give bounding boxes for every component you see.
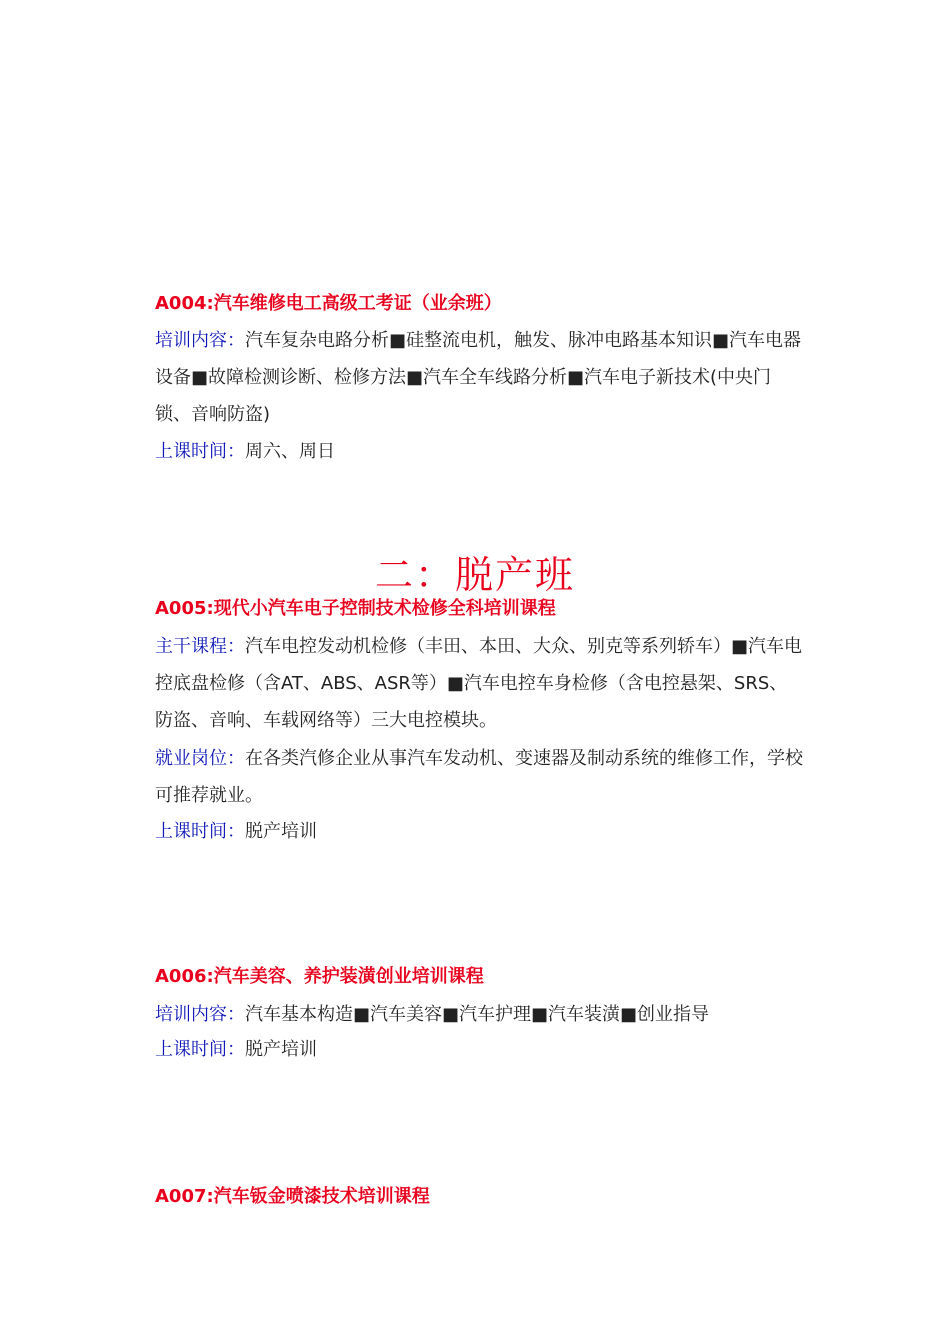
a004-time-text: 周六、周日 bbox=[245, 441, 335, 462]
a005-time-text: 脱产培训 bbox=[245, 821, 317, 842]
a006-content-label: 培训内容： bbox=[155, 1004, 245, 1025]
a005-job-label: 就业岗位： bbox=[155, 748, 245, 769]
a005-job bbox=[155, 740, 805, 814]
a006-content bbox=[155, 996, 805, 1033]
section-heading: 二：脱产班 bbox=[374, 553, 575, 597]
a004-time-label: 上课时间： bbox=[155, 441, 245, 462]
a005-time bbox=[155, 813, 805, 850]
a004-content-label: 培训内容： bbox=[155, 330, 245, 351]
course-title-a004: A004:汽车维修电工高级工考证（业余班） bbox=[155, 293, 502, 314]
a005-time-label: 上课时间： bbox=[155, 821, 245, 842]
course-title-a007: A007:汽车钣金喷漆技术培训课程 bbox=[155, 1186, 430, 1207]
a004-content-text: 汽车复杂电路分析■硅整流电机，触发、脉冲电路基本知识■汽车电器设备■故障检测诊断、检修方法■汽车全车线路分析■汽车电子新技术(中央门锁、音响防盗) bbox=[155, 330, 802, 425]
a005-job-text: 在各类汽修企业从事汽车发动机、变速器及制动系统的维修工作，学校可推荐就业。 bbox=[155, 748, 803, 806]
a006-time-text: 脱产培训 bbox=[245, 1039, 317, 1060]
a005-main-text: 汽车电控发动机检修（丰田、本田、大众、别克等系列轿车）■汽车电控底盘检修（含AT、ABS、ASR等）■汽车电控车身检修（含电控悬架、SRS、防盗、音响、车载网络等）三大电控模块。 bbox=[155, 636, 803, 731]
a006-time bbox=[155, 1031, 805, 1068]
course-title-a006: A006:汽车美容、养护装潢创业培训课程 bbox=[155, 966, 484, 987]
a006-content-text: 汽车基本构造■汽车美容■汽车护理■汽车装潢■创业指导 bbox=[245, 1004, 710, 1025]
a004-time bbox=[155, 433, 805, 470]
a006-time-label: 上课时间： bbox=[155, 1039, 245, 1060]
course-title-a005: A005:现代小汽车电子控制技术检修全科培训课程 bbox=[155, 598, 556, 619]
a005-main-label: 主干课程： bbox=[155, 636, 245, 657]
a005-main-courses bbox=[155, 628, 805, 739]
a004-content bbox=[155, 322, 805, 433]
